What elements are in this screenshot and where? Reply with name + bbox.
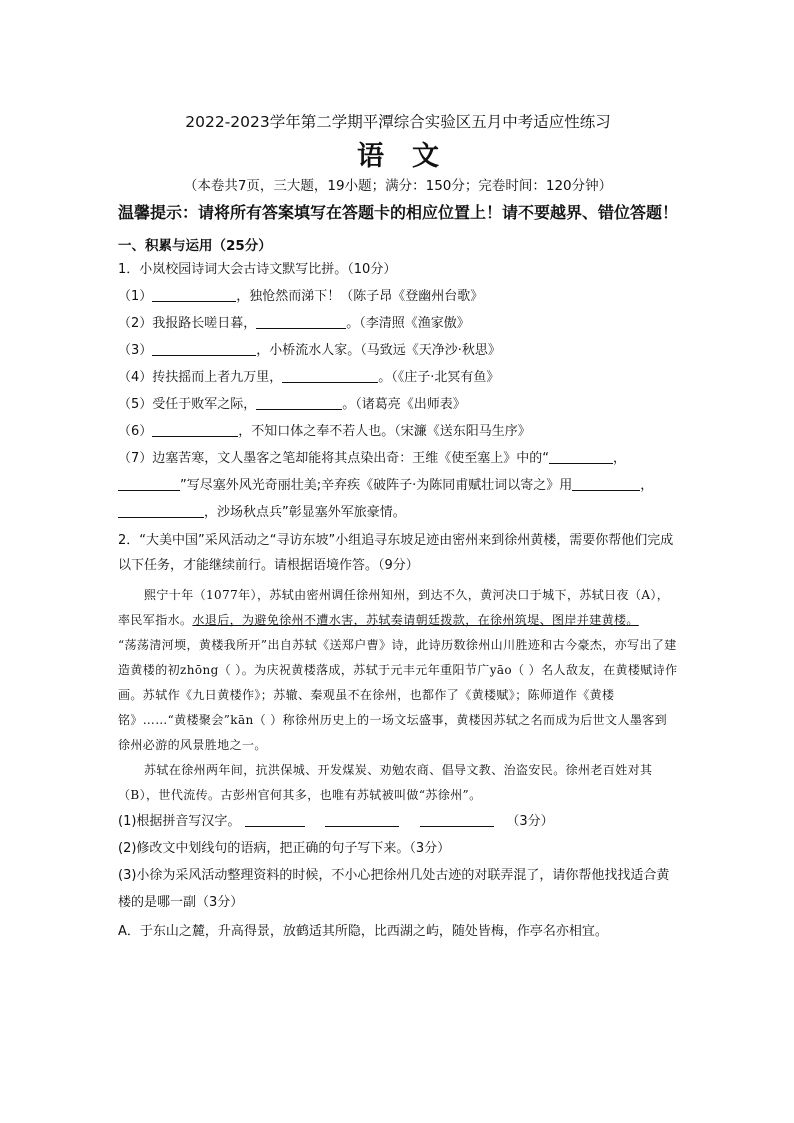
answer-blank[interactable]: [282, 368, 378, 383]
passage-paragraph-2: “荡荡清河堧，黄楼我所开”出自苏轼《送郑户曹》诗，此诗历数徐州山川胜迹和古今豪杰，亦写出了建造黄楼的初zhōng（ ）。为庆祝黄楼落成，苏轼于元丰元年重阳节广yāo（ ）名人敌友，在黄楼赋诗作画。苏轼作《九日黄楼作》；苏辙、秦观虽不在徐州，也都作了《黄楼赋》；陈师道作《黄楼铭》……“黄楼聚会”kān（ ）称徐州历史上的一场文坛盛事，黄楼因苏轼之名而成为后世文人墨客到徐州必游的风景胜地之一。: [118, 637, 678, 752]
answer-blank[interactable]: [118, 503, 204, 518]
item-suffix: 。（《庄子·北冥有鱼》: [378, 369, 500, 385]
subquestion-3: (3)小徐为采风活动整理资料的时候，不小心把徐州几处古迹的对联弄混了，请你帮他找找适合黄楼的是哪一副（3分）: [118, 867, 670, 910]
answer-blank[interactable]: [420, 812, 494, 827]
item-prefix: （4）抟扶摇而上者九万里，: [118, 369, 283, 385]
passage-text: 熙宁十年（1077年），苏轼由密州调任徐州知州，到达不久，黄河决口于城下，苏轼日夜（A），率民军指水。: [118, 587, 670, 627]
subquestion-1: [118, 808, 678, 835]
score-label: （3分）: [506, 813, 554, 829]
section-heading: 一、积累与运用（25分）: [118, 238, 272, 254]
answer-blank[interactable]: [572, 476, 640, 491]
passage-paragraph-3: 苏轼在徐州两年间，抗洪保城、开发煤炭、劝勉农商、倡导文教、治盗安民。徐州老百姓对其（B），世代流传。古彭州官何其多，也唯有苏轼被叫做“苏徐州”。: [118, 762, 653, 802]
answer-blank[interactable]: [152, 341, 256, 356]
option-a: A．于东山之麓，升高得景，放鹤适其所隐，比西湖之屿，随处皆梅，作亭名亦相宜。: [118, 923, 608, 939]
item-text: （7）边塞苦寒，文人墨客之笔却能将其点染出奇：王维《使至塞上》中的“: [118, 450, 550, 466]
subquestion-2: (2)修改文中划线句的语病，把正确的句子写下来。（3分）: [118, 840, 451, 856]
item-prefix: （5）受任于败军之际，: [118, 396, 257, 412]
answer-blank[interactable]: [152, 287, 236, 302]
answer-blank[interactable]: [118, 476, 180, 491]
item-suffix: ，不知口体之奉不若人也。（宋濂《送东阳马生序》: [238, 423, 531, 439]
q1-item-2: [118, 310, 678, 337]
q1-item-6: [118, 418, 678, 445]
item-suffix: ，小桥流水人家。（马致远《天净沙·秋思》: [256, 342, 501, 358]
passage-paragraph-1: [118, 583, 678, 633]
item-suffix: ，独怆然而涕下！（陈子昂《登幽州台歌》: [236, 288, 484, 304]
q1-item-3: [118, 337, 678, 364]
q1-item-7: [118, 445, 678, 526]
question-2-stem: 2．“大美中国”采风活动之“寻访东坡”小组追寻东坡足迹由密州来到徐州黄楼，需要你帮他们完成以下任务，才能继续前行。请根据语境作答。（9分）: [118, 532, 674, 573]
item-prefix: （2）我报路长嗟日暮，: [118, 315, 257, 331]
item-prefix: （6）: [118, 423, 153, 439]
answer-blank[interactable]: [152, 422, 238, 437]
underlined-sentence: 水退后，为避免徐州不遭水害，苏轼奏请朝廷拨款，在徐州筑堤、图岸并建黄楼。: [192, 612, 639, 627]
item-text: ”写尽塞外风光奇丽壮美;辛弃疾《破阵子·为陈同甫赋壮词以寄之》用: [180, 477, 573, 493]
item-text: ，: [613, 450, 627, 466]
answer-blank[interactable]: [245, 812, 305, 827]
subject-heading: 语文: [357, 141, 467, 172]
item-prefix: （3）: [118, 342, 153, 358]
q1-item-4: [118, 364, 678, 391]
answer-blank[interactable]: [549, 449, 613, 464]
answer-blank[interactable]: [256, 314, 346, 329]
question-1-stem: 1．小岚校园诗词大会古诗文默写比拼。（10分）: [118, 262, 397, 277]
item-suffix: 。（诸葛亮《出师表》: [342, 396, 466, 412]
item-suffix: 。（李清照《渔家傲》: [346, 315, 470, 331]
item-prefix: （1）: [118, 288, 153, 304]
item-text: ，沙场秋点兵”彰显塞外军旅豪情。: [204, 504, 406, 520]
warm-notice: 温馨提示：请将所有答案填写在答题卡的相应位置上！请不要越界、错位答题！: [118, 203, 679, 222]
exam-page: [118, 110, 678, 946]
exam-meta: （本卷共7页，三大题，19小题；满分：150分；完卷时间：120分钟）: [183, 178, 613, 194]
answer-blank[interactable]: [256, 395, 342, 410]
q1-item-1: [118, 283, 678, 310]
exam-title: 2022-2023学年第二学期平潭综合实验区五月中考适应性练习: [185, 113, 611, 131]
q1-item-5: [118, 391, 678, 418]
item-text: ，: [640, 477, 654, 493]
subquestion-text: (1)根据拼音写汉字。: [118, 813, 241, 829]
answer-blank[interactable]: [325, 812, 399, 827]
